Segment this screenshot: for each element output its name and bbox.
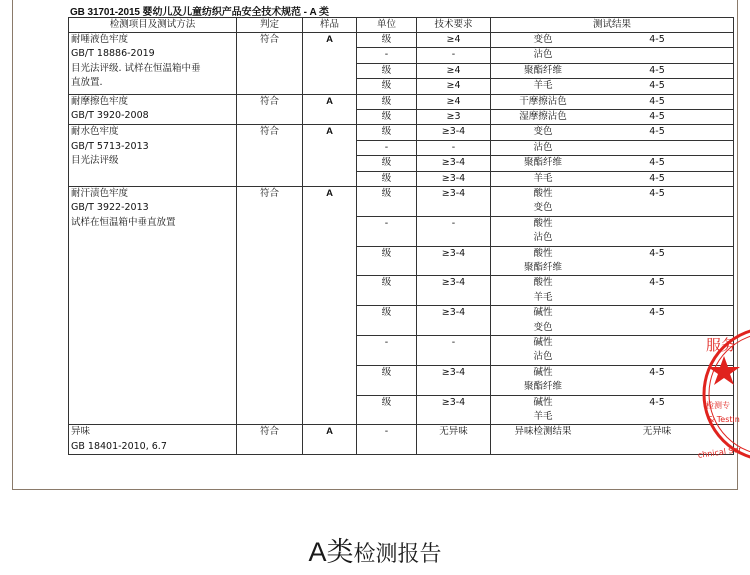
result-label xyxy=(493,425,593,439)
result-label-line: 沾色 xyxy=(533,141,553,153)
caption-class-label: A类 xyxy=(308,537,354,567)
test-method-line: 耐摩擦色牢度 xyxy=(71,95,129,107)
requirement-cell: ≥3-4 xyxy=(417,246,491,276)
result-label-line: 沾色 xyxy=(533,49,553,61)
result-label xyxy=(493,48,593,62)
result-cell xyxy=(491,125,734,140)
seal-graphic xyxy=(696,316,750,476)
document-title: GB 31701-2015 婴幼儿及儿童纺织产品安全技术规范 - A 类 xyxy=(70,7,329,18)
test-method-line: 耐唾液色牢度 xyxy=(71,34,129,45)
result-cell xyxy=(491,216,734,246)
test-method-cell xyxy=(69,94,237,125)
requirement-cell: - xyxy=(417,216,491,246)
result-value: 4-5 xyxy=(649,188,665,200)
requirement-cell: ≥3-4 xyxy=(417,156,491,171)
table-header-row xyxy=(69,18,734,33)
sample-cell xyxy=(303,425,357,455)
result-cell xyxy=(491,246,734,276)
result-label xyxy=(493,396,593,425)
unit-cell: 级 xyxy=(357,306,417,336)
result-label xyxy=(493,125,593,139)
judgement-cell xyxy=(237,94,303,125)
result-value xyxy=(593,141,721,155)
result-cell xyxy=(491,48,734,63)
result-label xyxy=(493,217,593,246)
unit-cell: 级 xyxy=(357,156,417,171)
table-row xyxy=(69,125,734,140)
result-label-line: 变色 xyxy=(533,126,553,138)
result-cell xyxy=(491,276,734,306)
result-value: 4-5 xyxy=(649,80,665,92)
result-cell xyxy=(491,63,734,78)
result-cell xyxy=(491,33,734,48)
result-cell xyxy=(491,94,734,109)
result-value xyxy=(593,48,721,62)
unit-cell: 级 xyxy=(357,63,417,78)
judgement-value: 符合 xyxy=(259,426,279,438)
requirement-cell: ≥4 xyxy=(417,63,491,78)
result-label xyxy=(493,336,593,365)
sample-value: A xyxy=(326,426,333,438)
judgement-value: 符合 xyxy=(259,95,279,107)
unit-cell: 级 xyxy=(357,94,417,109)
sample-value: A xyxy=(326,34,333,45)
result-label xyxy=(493,141,593,155)
result-value: 4-5 xyxy=(649,277,665,289)
header-unit: 单位 xyxy=(357,18,417,33)
requirement-cell: ≥4 xyxy=(417,94,491,109)
test-method-line: 异味 xyxy=(71,426,91,438)
result-label-line: 碱性 xyxy=(533,307,553,319)
result-label xyxy=(493,95,593,109)
requirement-cell: ≥4 xyxy=(417,79,491,94)
result-value: 4-5 xyxy=(649,34,665,45)
result-label xyxy=(493,247,593,276)
result-cell xyxy=(491,110,734,125)
result-value: 无异味 xyxy=(642,426,672,438)
result-label-line: 异味检测结果 xyxy=(514,426,572,438)
result-label-line: 干摩擦沾色 xyxy=(519,95,567,107)
result-label-line: 湿摩擦沾色 xyxy=(519,111,567,123)
judgement-cell xyxy=(237,187,303,425)
judgement-value: 符合 xyxy=(259,188,279,200)
page-caption xyxy=(0,530,750,569)
result-label-line: 碱性 xyxy=(533,396,553,408)
caption-report-label: 检测报告 xyxy=(353,542,442,567)
result-label xyxy=(493,64,593,78)
result-value: 4-5 xyxy=(649,64,665,76)
result-value: 4-5 xyxy=(649,307,665,319)
result-label xyxy=(493,187,593,216)
result-value: 4-5 xyxy=(649,247,665,259)
result-label xyxy=(493,110,593,124)
test-method-line: GB/T 3920-2008 xyxy=(71,110,149,122)
unit-cell: 级 xyxy=(357,79,417,94)
result-label-line: 聚酯纤维 xyxy=(523,157,562,169)
judgement-cell xyxy=(237,425,303,455)
result-label xyxy=(493,33,593,47)
sample-cell xyxy=(303,125,357,187)
sample-value: A xyxy=(326,188,333,200)
sample-cell xyxy=(303,187,357,425)
seal-text-1: 服务 xyxy=(706,336,737,354)
unit-cell: 级 xyxy=(357,125,417,140)
result-value: 4-5 xyxy=(649,157,665,169)
test-method-line: 目光法评级. 试样在恒温箱中垂 xyxy=(71,62,201,74)
judgement-cell xyxy=(237,33,303,95)
unit-cell: 级 xyxy=(357,246,417,276)
test-method-line: GB 18401-2010, 6.7 xyxy=(71,440,167,452)
requirement-cell: ≥3-4 xyxy=(417,306,491,336)
unit-cell: - xyxy=(357,216,417,246)
sample-cell xyxy=(303,33,357,95)
requirement-cell: - xyxy=(417,140,491,155)
test-report-table xyxy=(68,17,737,455)
unit-cell: 级 xyxy=(357,365,417,395)
result-value: 4-5 xyxy=(649,366,665,378)
requirement-cell: ≥3-4 xyxy=(417,276,491,306)
judgement-cell xyxy=(237,125,303,187)
result-label-line: 变色 xyxy=(533,202,553,214)
header-method: 检测项目及测试方法 xyxy=(69,18,237,33)
inspection-seal-stamp xyxy=(696,316,750,476)
unit-cell: 级 xyxy=(357,276,417,306)
requirement-cell: ≥3-4 xyxy=(417,125,491,140)
unit-cell: 级 xyxy=(357,395,417,425)
table-row xyxy=(69,187,734,217)
result-value: 4-5 xyxy=(649,95,665,107)
test-method-cell xyxy=(69,187,237,425)
result-label-line: 羊毛 xyxy=(533,410,553,422)
result-label xyxy=(493,276,593,305)
table-row xyxy=(69,425,734,455)
requirement-cell: ≥3-4 xyxy=(417,365,491,395)
result-value: 4-5 xyxy=(649,396,665,408)
test-method-cell xyxy=(69,125,237,187)
unit-cell: - xyxy=(357,140,417,155)
result-label-line: 酸性 xyxy=(533,217,553,229)
table-row xyxy=(69,33,734,48)
result-label-line: 碱性 xyxy=(533,336,553,348)
result-label xyxy=(493,172,593,186)
result-cell xyxy=(491,79,734,94)
result-value: 4-5 xyxy=(649,172,665,184)
test-method-line: 试样在恒温箱中垂直放置 xyxy=(71,216,176,228)
result-label-line: 聚酯纤维 xyxy=(523,64,562,76)
header-requirement: 技术要求 xyxy=(417,18,491,33)
judgement-value: 符合 xyxy=(259,34,279,45)
result-cell xyxy=(491,187,734,217)
result-label xyxy=(493,366,593,395)
requirement-cell: ≥3-4 xyxy=(417,187,491,217)
result-label-line: 变色 xyxy=(533,321,553,333)
seal-text-4: chnical Ser xyxy=(697,444,743,460)
test-method-line: 耐汗渍色牢度 xyxy=(71,188,129,200)
result-label xyxy=(493,79,593,93)
table-row xyxy=(69,94,734,109)
requirement-cell: ≥3-4 xyxy=(417,395,491,425)
result-label-line: 碱性 xyxy=(533,366,553,378)
unit-cell: 级 xyxy=(357,187,417,217)
test-method-line: GB/T 18886-2019 xyxy=(71,48,155,60)
result-label-line: 羊毛 xyxy=(533,291,553,303)
result-label-line: 酸性 xyxy=(533,188,553,200)
test-method-line: GB/T 5713-2013 xyxy=(71,140,149,152)
test-method-line: 直放置. xyxy=(71,77,103,89)
result-label-line: 变色 xyxy=(533,34,553,45)
requirement-cell: 无异味 xyxy=(417,425,491,455)
result-label-line: 聚酯纤维 xyxy=(523,381,562,393)
judgement-value: 符合 xyxy=(259,126,279,138)
test-method-line: 目光法评级 xyxy=(71,155,119,167)
seal-text-2: 检测专 xyxy=(706,401,730,410)
unit-cell: - xyxy=(357,335,417,365)
result-label-line: 羊毛 xyxy=(533,172,553,184)
result-cell xyxy=(491,140,734,155)
sample-value: A xyxy=(326,126,333,138)
unit-cell: - xyxy=(357,48,417,63)
result-label-line: 聚酯纤维 xyxy=(523,262,562,274)
result-label xyxy=(493,306,593,335)
sample-value: A xyxy=(326,95,333,107)
sample-cell xyxy=(303,94,357,125)
requirement-cell: - xyxy=(417,48,491,63)
test-method-cell xyxy=(69,425,237,455)
test-method-line: 耐水色牢度 xyxy=(71,126,119,138)
requirement-cell: ≥3-4 xyxy=(417,171,491,186)
result-label-line: 酸性 xyxy=(533,277,553,289)
unit-cell: 级 xyxy=(357,110,417,125)
unit-cell: 级 xyxy=(357,171,417,186)
unit-cell: 级 xyxy=(357,33,417,48)
result-cell xyxy=(491,171,734,186)
header-sample: 样品 xyxy=(303,18,357,33)
result-label xyxy=(493,156,593,170)
requirement-cell: ≥4 xyxy=(417,33,491,48)
result-value: 4-5 xyxy=(649,111,665,123)
result-value xyxy=(593,217,721,231)
result-label-line: 羊毛 xyxy=(533,80,553,92)
seal-text-3: & Testin xyxy=(708,415,740,424)
result-label-line: 酸性 xyxy=(533,247,553,259)
result-label-line: 沾色 xyxy=(533,232,553,244)
header-result: 测试结果 xyxy=(491,18,734,33)
requirement-cell: ≥3 xyxy=(417,110,491,125)
requirement-cell: - xyxy=(417,335,491,365)
result-label-line: 沾色 xyxy=(533,351,553,363)
header-judgement: 判定 xyxy=(237,18,303,33)
result-value: 4-5 xyxy=(649,126,665,138)
unit-cell: - xyxy=(357,425,417,455)
test-method-cell xyxy=(69,33,237,95)
test-method-line: GB/T 3922-2013 xyxy=(71,202,149,214)
result-cell xyxy=(491,156,734,171)
